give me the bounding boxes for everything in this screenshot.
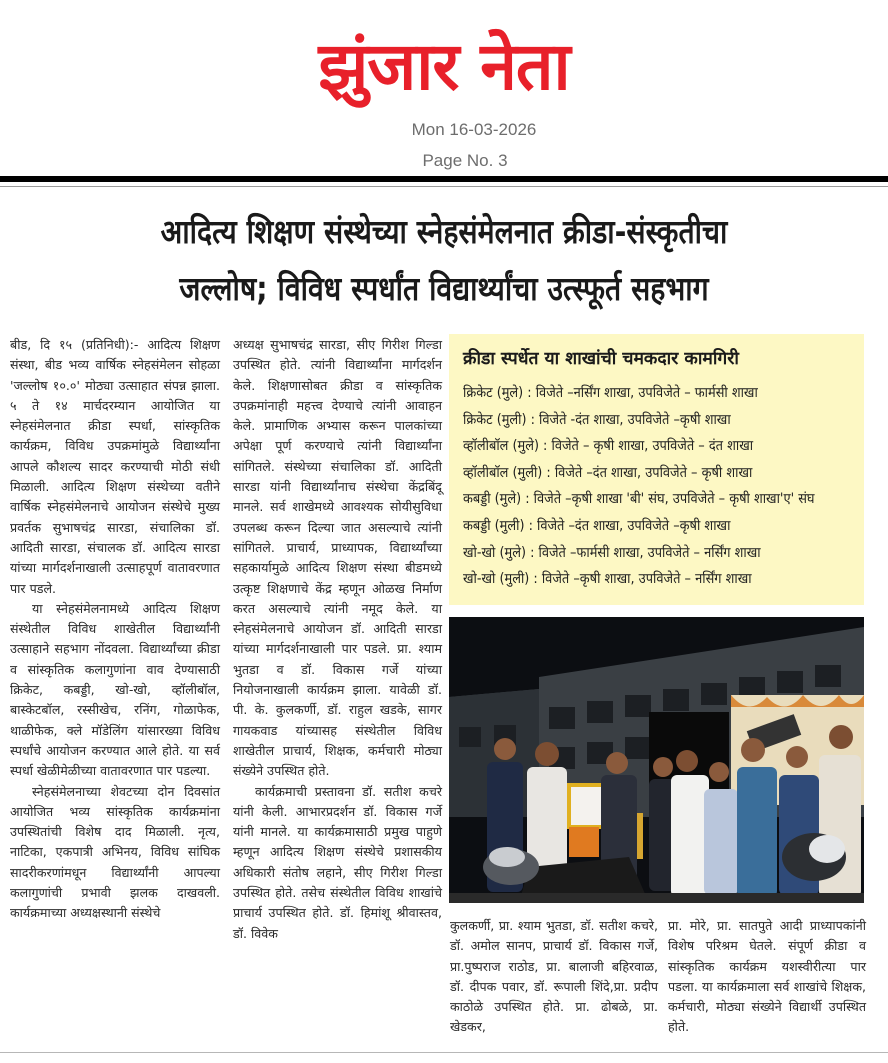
- result-item: व्हॉलीबॉल (मुली) : विजेते –दंत शाखा, उपविजेते – कृषी शाखा: [463, 464, 753, 481]
- event-photo-illustration: [449, 617, 864, 903]
- result-item: कबड्डी (मुले) : विजेते –कृषी शाखा 'बी' संघ, उपविजेते – कृषी शाखा'ए' संघ: [463, 491, 815, 508]
- masthead: [0, 0, 888, 178]
- article-column-2: [233, 335, 442, 944]
- result-item: व्हॉलीबॉल (मुले) : विजेते – कृषी शाखा, उपविजेते – दंत शाखा: [463, 438, 754, 455]
- results-list: [463, 380, 845, 593]
- results-box-title: क्रीडा स्पर्धेत या शाखांची चमकदार कामगिरी: [463, 349, 739, 369]
- newspaper-logo: झुंजार नेता: [318, 28, 570, 105]
- paragraph: बीड, दि १५ (प्रतिनिधी):- आदित्य शिक्षण संस्था, बीड भव्य वार्षिक स्नेहसंमेलन सोहळा 'जल्लोष १०.०' मोठ्या उत्साहात संपन्न झाला. ५ ते १४ मार्चदरम्यान आयोजित या स्नेहसंमेलनात क्रीडा स्पर्धा, सांस्कृतिक कार्यक्रम, विविध उपक्रमांमुळे विद्यार्थ्यांना आपले कौशल्य सादर करण्याची मोठी संधी मिळाली. आदित्य शिक्षण संस्थेच्या वतीने वार्षिक स्नेहसंमेलनाचे आयोजन संस्थेचे मुख्य प्रवर्तक सुभाषचंद्र सारडा, संचालिका डॉ. आदिती सारडा, संचालक डॉ. आदित्य सारडा यांच्या मार्गदर्शनाखाली उत्साहपूर्ण वातावरणात पार पडले.: [10, 337, 220, 596]
- result-item: कबड्डी (मुली) : विजेते –दंत शाखा, उपविजेते –कृषी शाखा: [463, 517, 731, 534]
- event-photo: [449, 617, 864, 903]
- headline-line-1: आदित्य शिक्षण संस्थेच्या स्नेहसंमेलनात क्रीडा-संस्कृतीचा: [160, 212, 728, 251]
- paragraph: कुलकर्णी, प्रा. श्याम भुतडा, डॉ. सतीश कचरे, डॉ. अमोल सानप, प्राचार्य डॉ. विकास गर्जे, प्रा.पुष्पराज राठोड, प्रा. बालाजी बहिरवाळ, डॉ. दीपक पवार, डॉ. रूपाली शिंदे,प्रा. प्रदीप काठोळे उपस्थित होते. प्रा. ढोबळे, प्रा. खेडकर,: [450, 918, 658, 1035]
- paragraph: कार्यक्रमाची प्रस्तावना डॉ. सतीश कचरे यांनी केली. आभारप्रदर्शन डॉ. विकास गर्जे यांनी मानले. या कार्यक्रमासाठी प्रमुख पाहुणे म्हणून आदित्य शिक्षण संस्थेचे प्रशासकीय अधिकारी संतोष लहाने, सीए गिरीश गिल्डा उपस्थित होते. तसेच संस्थेतील विविध शाखांचे प्राचार्य उपस्थित होते. डॉ. हिमांशू श्रीवास्तव, डॉ. विवेक: [233, 783, 442, 941]
- paragraph: स्नेहसंमेलनाच्या शेवटच्या दोन दिवसांत आयोजित भव्य सांस्कृतिक कार्यक्रमांना उपस्थितांची विशेष दाद मिळाली. नृत्य, नाटिका, एकपात्री अभिनय, विविध सांघिक सादरीकरणांमधून विद्यार्थ्यांनी आपल्या कलागुणांची प्रभावी झलक दाखवली. कार्यक्रमाच्या अध्यक्षस्थानी संस्थेचे: [10, 783, 220, 921]
- result-item: खो-खो (मुली) : विजेते –कृषी शाखा, उपविजेते – नर्सिंग शाखा: [463, 571, 752, 588]
- paragraph: अध्यक्ष सुभाषचंद्र सारडा, सीए गिरीश गिल्डा उपस्थित होते. त्यांनी विद्यार्थ्यांना मार्गदर्शन केले. शिक्षणासोबत क्रीडा व सांस्कृतिक उपक्रमांनाही महत्त्व देण्याचे त्यांनी आवाहन केले. प्रामाणिक अभ्यास करून पालकांच्या अपेक्षा पूर्ण करण्याचे त्यांनी विद्यार्थ्यांना सांगितले. संस्थेच्या संचालिका डॉ. आदिती सारडा यांनी विद्यार्थ्यांनाच संस्थेचा केंद्रबिंदू मानले. सर्व शाखेमध्ये आवश्यक सोयीसुविधा उपलब्ध करून दिल्या जात असल्याचे त्यांनी सांगितले. प्राचार्य, प्राध्यापक, विद्यार्थ्यांच्या सहकार्यामुळे आदित्य शिक्षण संस्था बीडमध्ये उत्कृष्ट शिक्षणाचे केंद्र म्हणून ओळख निर्माण करत असल्याचे त्यांनी नमूद केले. या स्नेहसंमेलनाचे आयोजन डॉ. आदिती सारडा यांच्या मार्गदर्शनाखाली पार पडले. प्रा. श्याम भुतडा व डॉ. विकास गर्जे यांच्या नियोजनाखाली कार्यक्रम झाला. यावेळी डॉ. पी. के. कुलकर्णी, डॉ. राहुल खडके, सागर गायकवाड यांच्यासह संस्थेतील विविध शाखेतील प्राचार्य, शिक्षक, कर्मचारी मोठ्या संख्येने उपस्थित होते.: [233, 337, 442, 779]
- page-number: Page No. 3: [422, 151, 508, 170]
- result-item: क्रिकेट (मुले) : विजेते –नर्सिंग शाखा, उपविजेते – फार्मसी शाखा: [463, 385, 758, 401]
- edition-date: Mon 16-03-2026: [411, 120, 537, 139]
- result-item: खो-खो (मुले) : विजेते –फार्मसी शाखा, उपविजेते – नर्सिंग शाखा: [463, 544, 761, 561]
- paragraph: या स्नेहसंमेलनामध्ये आदित्य शिक्षण संस्थेतील विविध शाखेतील विद्यार्थ्यांनी उत्साहाने सहभाग नोंदवला. विद्यार्थ्यांच्या क्रीडा व सांस्कृतिक कलागुणांना वाव देण्यासाठी क्रिकेट, कबड्डी, खो-खो, व्हॉलीबॉल, बास्केटबॉल, रस्सीखेच, रनिंग, गोळाफेक, थाळीफेक, क्ले मॉडेलिंग यांसारख्या विविध स्पर्धांचे आयोजन करण्यात आले होते. या सर्व स्पर्धा खेळीमेळीच्या वातावरणात पार पडल्या.: [10, 600, 220, 779]
- masthead-rule-thin: [0, 186, 888, 187]
- article-column-3: [450, 916, 658, 1038]
- headline-line-2: जल्लोष; विविध स्पर्धांत विद्यार्थ्यांचा उत्स्फूर्त सहभाग: [179, 269, 709, 308]
- result-item: क्रिकेट (मुली) : विजेते -दंत शाखा, उपविजेते –कृषी शाखा: [463, 411, 731, 428]
- article-headline: [10, 203, 878, 317]
- paragraph: प्रा. मोरे, प्रा. सातपुते आदी प्राध्यापकांनी विशेष परिश्रम घेतले. संपूर्ण क्रीडा व सांस्कृतिक कार्यक्रम यशस्वीरीत्या पार पडला. या कार्यक्रमाला सर्व शाखांचे शिक्षक, कर्मचारी, मोठ्या संख्येने विद्यार्थी उपस्थित होते.: [668, 918, 866, 1035]
- sports-results-box: [449, 334, 864, 605]
- article-column-1: [10, 335, 220, 924]
- bottom-rule: [0, 1052, 888, 1053]
- article-column-4: [668, 916, 866, 1038]
- masthead-rule-thick: [0, 176, 888, 182]
